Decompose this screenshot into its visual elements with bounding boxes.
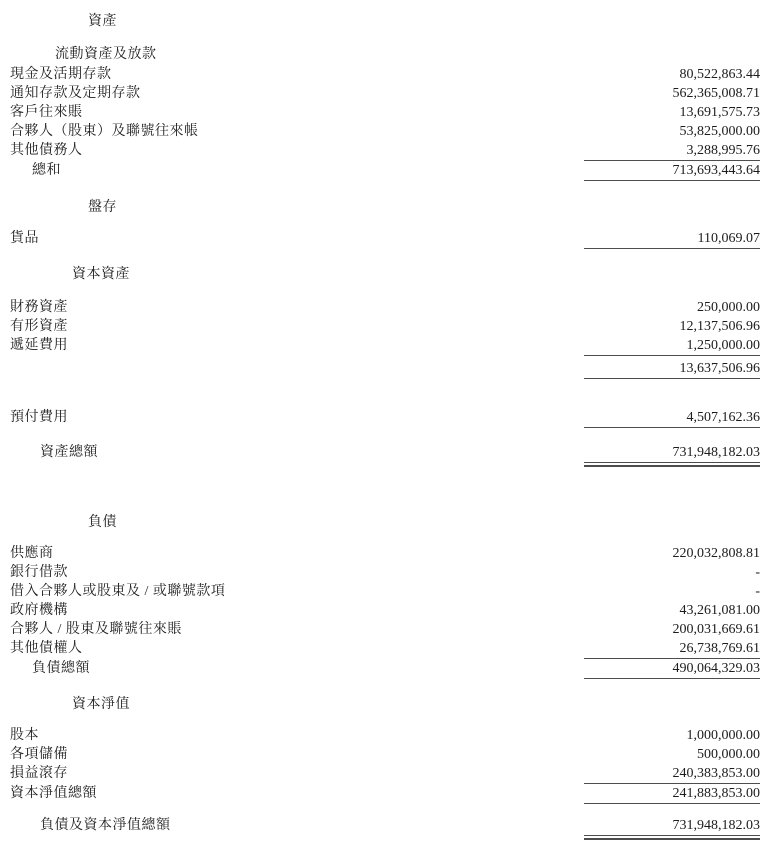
section-heading-row (10, 265, 760, 284)
section-heading-label: 資產 (88, 14, 117, 29)
statement-row (10, 443, 760, 463)
row-value: - (755, 584, 760, 599)
row-label: 負債總額 (32, 661, 90, 676)
row-label: 遞延費用 (10, 338, 68, 353)
row-value: 731,948,182.03 (584, 443, 760, 463)
row-value: 220,032,808.81 (672, 546, 760, 561)
statement-row (10, 544, 760, 563)
row-label: 合夥人 / 股東及聯號往來賬 (10, 622, 182, 637)
statement-row (10, 65, 760, 84)
row-label: 負債及資本淨值總額 (40, 818, 171, 833)
row-label: 政府機構 (10, 603, 68, 618)
row-label: 總和 (32, 163, 61, 178)
row-label: 資本淨值總額 (10, 786, 97, 801)
section-heading-row (10, 12, 760, 31)
row-value: 3,288,995.76 (584, 141, 760, 161)
statement-row (10, 84, 760, 103)
row-value: 80,522,863.44 (679, 67, 760, 82)
statement-row (10, 726, 760, 745)
row-value: 490,064,329.03 (584, 659, 760, 679)
row-value: 1,000,000.00 (686, 728, 760, 743)
statement-row (10, 816, 760, 836)
statement-row (10, 336, 760, 356)
row-value: 53,825,000.00 (679, 124, 760, 139)
row-value: 731,948,182.03 (584, 816, 760, 836)
row-value: 4,507,162.36 (584, 408, 760, 428)
statement-row (10, 161, 760, 181)
row-value: - (755, 565, 760, 580)
statement-row (10, 764, 760, 784)
row-label: 客戶往來賬 (10, 105, 83, 120)
statement-row (10, 639, 760, 659)
row-label: 合夥人（股東）及聯號往來帳 (10, 124, 199, 139)
row-label: 現金及活期存款 (10, 67, 112, 82)
row-value: 250,000.00 (697, 300, 760, 315)
statement-row (10, 229, 760, 249)
row-value: 562,365,008.71 (672, 86, 760, 101)
statement-row (10, 122, 760, 141)
row-value: 12,137,506.96 (679, 319, 760, 334)
statement-row (10, 141, 760, 161)
row-value: 241,883,853.00 (584, 784, 760, 804)
row-value: 200,031,669.61 (672, 622, 760, 637)
section-heading-row (10, 45, 760, 64)
row-label: 各項儲備 (10, 747, 68, 762)
row-value: 500,000.00 (697, 747, 760, 762)
statement-row (10, 563, 760, 582)
statement-row (10, 659, 760, 679)
row-value: 26,738,769.61 (584, 639, 760, 659)
row-value: 1,250,000.00 (584, 336, 760, 356)
row-label: 貨品 (10, 231, 39, 246)
statement-row (10, 582, 760, 601)
statement-row (10, 298, 760, 317)
statement-row (10, 408, 760, 428)
section-heading-label: 資本資產 (72, 267, 130, 282)
row-label: 有形資產 (10, 319, 68, 334)
statement-row (10, 103, 760, 122)
section-heading-row (10, 695, 760, 714)
statement-rows-container (10, 12, 760, 836)
row-value: 13,637,506.96 (584, 359, 760, 379)
section-heading-row (10, 513, 760, 532)
row-label: 損益滾存 (10, 766, 68, 781)
row-label: 預付費用 (10, 410, 68, 425)
row-value: 43,261,081.00 (679, 603, 760, 618)
row-label: 銀行借款 (10, 565, 68, 580)
row-label: 供應商 (10, 546, 54, 561)
statement-row (10, 784, 760, 804)
row-value: 713,693,443.64 (584, 161, 760, 181)
section-heading-label: 盤存 (88, 200, 117, 215)
row-label: 通知存款及定期存款 (10, 86, 141, 101)
row-label: 資產總額 (40, 445, 98, 460)
row-label: 借入合夥人或股東及 / 或聯號款項 (10, 584, 226, 599)
row-label: 其他債務人 (10, 143, 83, 158)
section-heading-row (10, 198, 760, 217)
statement-row (10, 359, 760, 379)
statement-row (10, 317, 760, 336)
statement-row (10, 620, 760, 639)
statement-row (10, 745, 760, 764)
row-label: 股本 (10, 728, 39, 743)
statement-row (10, 601, 760, 620)
row-label: 其他債權人 (10, 641, 83, 656)
row-value: 240,383,853.00 (584, 764, 760, 784)
section-heading-label: 流動資產及放款 (55, 47, 157, 62)
row-value: 13,691,575.73 (679, 105, 760, 120)
row-value: 110,069.07 (584, 229, 760, 249)
section-heading-label: 負債 (88, 515, 117, 530)
row-label: 財務資產 (10, 300, 68, 315)
section-heading-label: 資本淨值 (72, 697, 130, 712)
